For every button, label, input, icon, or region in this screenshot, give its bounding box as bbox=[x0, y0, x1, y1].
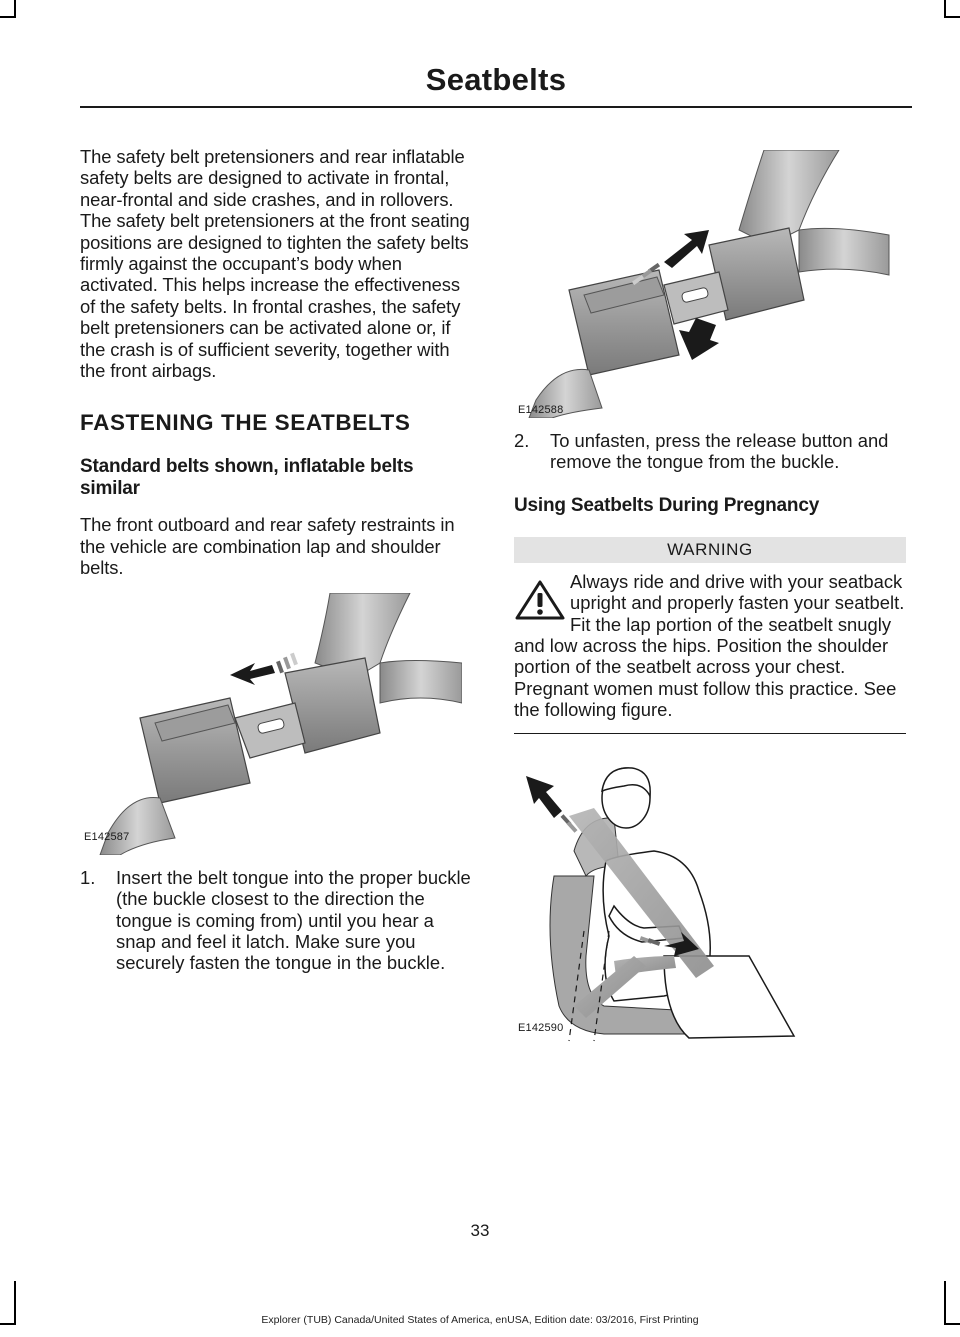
step-2 bbox=[514, 430, 906, 473]
buckle-insert-illustration bbox=[80, 593, 462, 855]
arrow-icon bbox=[679, 318, 719, 360]
warning-text: Always ride and drive with your seatback upright and properly fasten your seatbelt. Fit the lap portion of the seatbelt snugly and low across the hips. Position the shoulder portion of the seatbelt across your chest. Pregnant women must follow this practice. See the following figure. bbox=[514, 570, 905, 721]
intro-paragraph: The safety belt pretensioners and rear inflatable safety belts are designed to activate in frontal, near-frontal and side crashes, and in rollovers. The safety belt pretensioners at the front seating positions are designed to tighten the safety belts firmly against the occupant’s body when activated. This helps increase the effectiveness of the safety belts. In frontal crashes, the safety belt pretensioners can be activated alone or, if the crash is of sufficient severity, together with the front airbags. bbox=[80, 146, 470, 382]
pregnancy-figure bbox=[514, 756, 906, 1052]
footer-text: Explorer (TUB) Canada/United States of America, enUSA, Edition date: 03/2016, First Printing bbox=[261, 1314, 699, 1326]
warning-triangle-icon bbox=[514, 579, 566, 621]
warning-label-bar: WARNING bbox=[514, 537, 906, 563]
buckle-insert-figure bbox=[80, 593, 462, 855]
body-paragraph: The front outboard and rear safety restraints in the vehicle are combination lap and shoulder belts. bbox=[80, 514, 455, 579]
buckle-release-figure bbox=[514, 150, 896, 418]
step-text: To unfasten, press the release button and remove the tongue from the buckle. bbox=[550, 430, 889, 473]
buckle-release-illustration bbox=[514, 150, 896, 418]
page-header bbox=[80, 62, 912, 108]
step-number: 2. bbox=[514, 430, 530, 451]
figure-code: E142590 bbox=[518, 1021, 564, 1034]
arrow-icon bbox=[526, 776, 578, 833]
figure-code: E142587 bbox=[84, 830, 130, 843]
page-title: Seatbelts bbox=[425, 62, 567, 97]
section-subheading: Standard belts shown, inflatable belts similar bbox=[80, 456, 414, 500]
step-1 bbox=[80, 867, 475, 974]
section-heading: FASTENING THE SEATBELTS bbox=[80, 410, 411, 436]
pregnant-occupant-illustration bbox=[514, 756, 906, 1052]
crop-mark bbox=[0, 16, 16, 18]
warning-divider bbox=[514, 733, 906, 734]
figure-code: E142588 bbox=[518, 404, 564, 416]
step-number: 1. bbox=[80, 866, 96, 888]
warning-box bbox=[514, 571, 906, 721]
pregnancy-subheading: Using Seatbelts During Pregnancy bbox=[514, 494, 820, 516]
page-number: 33 bbox=[470, 1221, 490, 1240]
step-text: Insert the belt tongue into the proper buckle (the buckle closest to the direction the tongue is coming from) until you hear a snap and feel it latch. Make sure you securely fasten the tongue in the buckle. bbox=[116, 866, 471, 974]
right-column bbox=[514, 150, 906, 1052]
left-column bbox=[80, 146, 475, 974]
crop-mark bbox=[944, 16, 960, 18]
